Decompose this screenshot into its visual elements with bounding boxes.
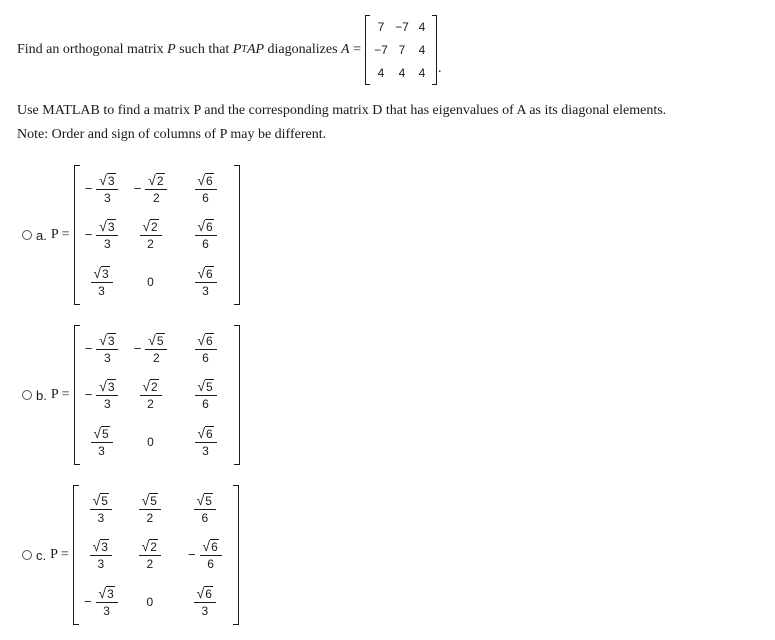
option-c[interactable] xyxy=(22,485,239,625)
instruction-text: Use MATLAB to find a matrix P and the corresponding matrix D that has eigenvalues of A as its diagonal elements. xyxy=(17,103,667,118)
radicand: 5 xyxy=(101,493,108,508)
radical-icon: √ xyxy=(142,218,151,235)
question-diag-text: diagonalizes xyxy=(267,42,338,57)
matrix-entry xyxy=(139,493,161,524)
matrix-label: P = xyxy=(50,547,69,562)
matrix-a-right-bracket xyxy=(432,15,437,85)
fraction-numerator xyxy=(197,173,213,189)
fraction-numerator xyxy=(99,333,115,349)
matrix-a-cell: 4 xyxy=(377,66,385,80)
option-label: b. xyxy=(36,387,47,403)
radicand: 6 xyxy=(206,220,213,235)
fraction-numerator xyxy=(99,219,115,235)
fraction xyxy=(139,539,161,570)
matrix-entry xyxy=(195,219,217,250)
fraction xyxy=(195,426,217,457)
matrix-grid xyxy=(79,485,233,625)
radicand: 3 xyxy=(107,173,115,188)
radical-icon: √ xyxy=(141,538,150,555)
option-label: c. xyxy=(36,547,47,563)
matrix-p xyxy=(74,165,240,305)
fraction-denominator: 6 xyxy=(194,509,216,524)
matrix-entry xyxy=(134,333,168,364)
fraction-denominator: 3 xyxy=(96,189,118,204)
fraction-denominator: 6 xyxy=(195,189,217,204)
fraction-denominator: 2 xyxy=(145,349,167,364)
fraction-denominator: 2 xyxy=(139,509,161,524)
radio-button[interactable] xyxy=(22,390,32,400)
fraction xyxy=(96,333,118,364)
matrix-a xyxy=(365,15,442,85)
matrix-entry xyxy=(188,539,222,570)
option-label: a. xyxy=(36,227,47,243)
fraction-denominator: 3 xyxy=(96,395,118,410)
minus-sign: − xyxy=(84,227,93,243)
fraction-denominator: 2 xyxy=(139,555,161,570)
radical-icon: √ xyxy=(148,331,156,348)
fraction xyxy=(140,219,162,250)
fraction-numerator xyxy=(93,539,109,555)
matrix-entry xyxy=(146,595,153,609)
matrix-a-cell: 4 xyxy=(398,66,406,80)
fraction-numerator xyxy=(197,426,213,442)
matrix-entry xyxy=(140,219,162,250)
note-text: Note: Order and sign of columns of P may be different. xyxy=(17,127,327,142)
minus-sign: − xyxy=(84,387,93,403)
radicand: 2 xyxy=(156,173,164,188)
fraction-denominator: 3 xyxy=(96,235,118,250)
radical-icon: √ xyxy=(197,218,206,235)
fraction xyxy=(96,379,118,410)
fraction xyxy=(96,586,118,617)
radical-icon: √ xyxy=(197,378,206,395)
fraction xyxy=(145,333,167,364)
matrix-grid xyxy=(80,165,234,305)
fraction-denominator: 2 xyxy=(140,235,162,250)
matrix-entry xyxy=(91,266,113,297)
matrix-a-cell: −7 xyxy=(374,43,388,57)
fraction-numerator xyxy=(98,586,114,602)
radical-icon: √ xyxy=(197,171,206,188)
matrix-entry xyxy=(195,173,217,204)
option-a[interactable] xyxy=(22,165,240,305)
matrix-p xyxy=(74,325,240,465)
ptap-p: P xyxy=(232,42,242,57)
matrix-entry xyxy=(90,493,112,524)
ptap-rest: AP xyxy=(246,42,265,57)
matrix-entry xyxy=(90,539,112,570)
matrix-a-cell: 4 xyxy=(418,20,426,34)
minus-sign: − xyxy=(188,547,196,563)
matrix-grid xyxy=(80,325,234,465)
matrix-p xyxy=(73,485,239,625)
question-line: Find an orthogonal matrix P such that P T AP diagonalizes A = 7 −7 4 −7 7 4 4 4 4 . xyxy=(17,10,442,90)
matrix-entry xyxy=(91,426,113,457)
radicand: 3 xyxy=(107,333,115,348)
radicand: 3 xyxy=(107,587,114,602)
question-var-a: A xyxy=(341,42,350,57)
radicand: 5 xyxy=(205,493,212,508)
radical-icon: √ xyxy=(99,378,107,395)
radical-icon: √ xyxy=(196,491,205,508)
radicand: 5 xyxy=(102,427,109,442)
matrix-a-cell: 4 xyxy=(418,66,426,80)
fraction-numerator xyxy=(197,266,213,282)
fraction xyxy=(195,266,217,297)
radical-icon: √ xyxy=(202,538,211,555)
radical-icon: √ xyxy=(99,171,107,188)
minus-sign: − xyxy=(133,180,142,196)
fraction xyxy=(195,379,217,410)
radical-icon: √ xyxy=(92,491,101,508)
matrix-right-bracket xyxy=(233,485,239,625)
zero-entry: 0 xyxy=(146,594,154,609)
question-end-dot: . xyxy=(438,61,442,76)
radio-button[interactable] xyxy=(22,550,32,560)
radical-icon: √ xyxy=(99,331,107,348)
radicand: 5 xyxy=(150,493,157,508)
fraction-denominator: 3 xyxy=(96,602,118,617)
matrix-label: P = xyxy=(50,227,70,242)
matrix-entry xyxy=(194,493,216,524)
fraction-numerator xyxy=(197,379,213,395)
radicand: 6 xyxy=(206,333,213,348)
fraction xyxy=(200,539,222,570)
fraction-denominator: 3 xyxy=(90,509,112,524)
radicand: 6 xyxy=(206,267,213,282)
matrix-a-cell: −7 xyxy=(395,20,409,34)
fraction-denominator: 3 xyxy=(195,282,217,297)
matrix-entry xyxy=(195,333,217,364)
fraction-denominator: 2 xyxy=(145,189,167,204)
radical-icon: √ xyxy=(196,585,205,602)
matrix-entry xyxy=(140,379,162,410)
fraction xyxy=(90,493,112,524)
fraction-numerator xyxy=(142,539,158,555)
radicand: 5 xyxy=(206,380,213,395)
option-b[interactable] xyxy=(22,325,240,465)
matrix-entry xyxy=(139,539,161,570)
fraction-numerator xyxy=(197,333,213,349)
matrix-label: P = xyxy=(50,387,70,402)
fraction-denominator: 6 xyxy=(195,235,217,250)
fraction xyxy=(195,219,217,250)
fraction xyxy=(90,539,112,570)
radicand: 6 xyxy=(206,173,213,188)
fraction-numerator xyxy=(148,333,164,349)
fraction xyxy=(139,493,161,524)
fraction-numerator xyxy=(148,173,164,189)
fraction-denominator: 6 xyxy=(195,395,217,410)
fraction-numerator xyxy=(142,219,158,235)
question-prefix: Find an orthogonal matrix xyxy=(17,42,164,57)
minus-sign: − xyxy=(84,340,93,356)
radio-button[interactable] xyxy=(22,230,32,240)
radical-icon: √ xyxy=(197,331,206,348)
fraction-denominator: 3 xyxy=(90,555,112,570)
fraction-numerator xyxy=(202,539,218,555)
fraction-denominator: 3 xyxy=(96,349,118,364)
fraction-denominator: 6 xyxy=(200,555,222,570)
fraction xyxy=(194,493,216,524)
radical-icon: √ xyxy=(197,265,206,282)
fraction-numerator xyxy=(197,219,213,235)
radicand: 3 xyxy=(107,380,115,395)
fraction-denominator: 2 xyxy=(140,395,162,410)
fraction xyxy=(140,379,162,410)
radicand: 3 xyxy=(107,220,115,235)
matrix-entry xyxy=(84,586,118,617)
matrix-a-grid xyxy=(370,16,432,85)
matrix-entry xyxy=(85,219,119,250)
radicand: 3 xyxy=(102,267,109,282)
matrix-entry xyxy=(134,173,168,204)
question-equals: = xyxy=(353,42,361,57)
minus-sign: − xyxy=(133,340,142,356)
zero-entry: 0 xyxy=(147,274,154,289)
fraction-numerator xyxy=(93,426,109,442)
radical-icon: √ xyxy=(92,538,101,555)
matrix-entry xyxy=(147,435,154,449)
fraction-denominator: 6 xyxy=(195,349,217,364)
radical-icon: √ xyxy=(141,491,150,508)
matrix-entry xyxy=(85,379,119,410)
fraction xyxy=(91,266,113,297)
radicand: 6 xyxy=(211,540,218,555)
matrix-right-bracket xyxy=(234,325,240,465)
fraction-numerator xyxy=(99,173,115,189)
minus-sign: − xyxy=(84,180,93,196)
matrix-entry xyxy=(85,173,119,204)
matrix-entry xyxy=(85,333,119,364)
fraction xyxy=(96,173,118,204)
fraction xyxy=(195,333,217,364)
fraction xyxy=(194,586,216,617)
matrix-a-cell: 4 xyxy=(418,43,426,57)
fraction xyxy=(96,219,118,250)
fraction xyxy=(91,426,113,457)
fraction-denominator: 3 xyxy=(195,442,217,457)
radicand: 3 xyxy=(101,540,108,555)
radicand: 2 xyxy=(151,220,158,235)
radicand: 2 xyxy=(151,380,158,395)
matrix-a-cell: 7 xyxy=(377,20,385,34)
matrix-a-cell: 7 xyxy=(398,43,406,57)
question-middle: such that xyxy=(179,42,230,57)
radical-icon: √ xyxy=(98,585,107,602)
fraction xyxy=(145,173,167,204)
radical-icon: √ xyxy=(99,218,107,235)
radical-icon: √ xyxy=(197,425,206,442)
radical-icon: √ xyxy=(142,378,151,395)
radicand: 2 xyxy=(150,540,157,555)
matrix-entry xyxy=(195,266,217,297)
fraction-numerator xyxy=(93,493,109,509)
fraction-numerator xyxy=(93,266,109,282)
question-var-p: P xyxy=(167,42,176,57)
radicand: 6 xyxy=(205,587,212,602)
matrix-entry xyxy=(147,275,154,289)
radical-icon: √ xyxy=(148,171,156,188)
fraction-numerator xyxy=(197,493,213,509)
matrix-entry xyxy=(195,379,217,410)
fraction-numerator xyxy=(142,379,158,395)
fraction-numerator xyxy=(99,379,115,395)
zero-entry: 0 xyxy=(147,434,154,449)
matrix-right-bracket xyxy=(234,165,240,305)
fraction-numerator xyxy=(197,586,213,602)
fraction xyxy=(195,173,217,204)
minus-sign: − xyxy=(84,594,92,610)
fraction-denominator: 3 xyxy=(194,602,216,617)
matrix-entry xyxy=(194,586,216,617)
fraction-numerator xyxy=(142,493,158,509)
fraction-denominator: 3 xyxy=(91,282,113,297)
radicand: 6 xyxy=(206,427,213,442)
matrix-entry xyxy=(195,426,217,457)
radical-icon: √ xyxy=(93,425,102,442)
radicand: 5 xyxy=(156,333,164,348)
fraction-denominator: 3 xyxy=(91,442,113,457)
radical-icon: √ xyxy=(93,265,102,282)
